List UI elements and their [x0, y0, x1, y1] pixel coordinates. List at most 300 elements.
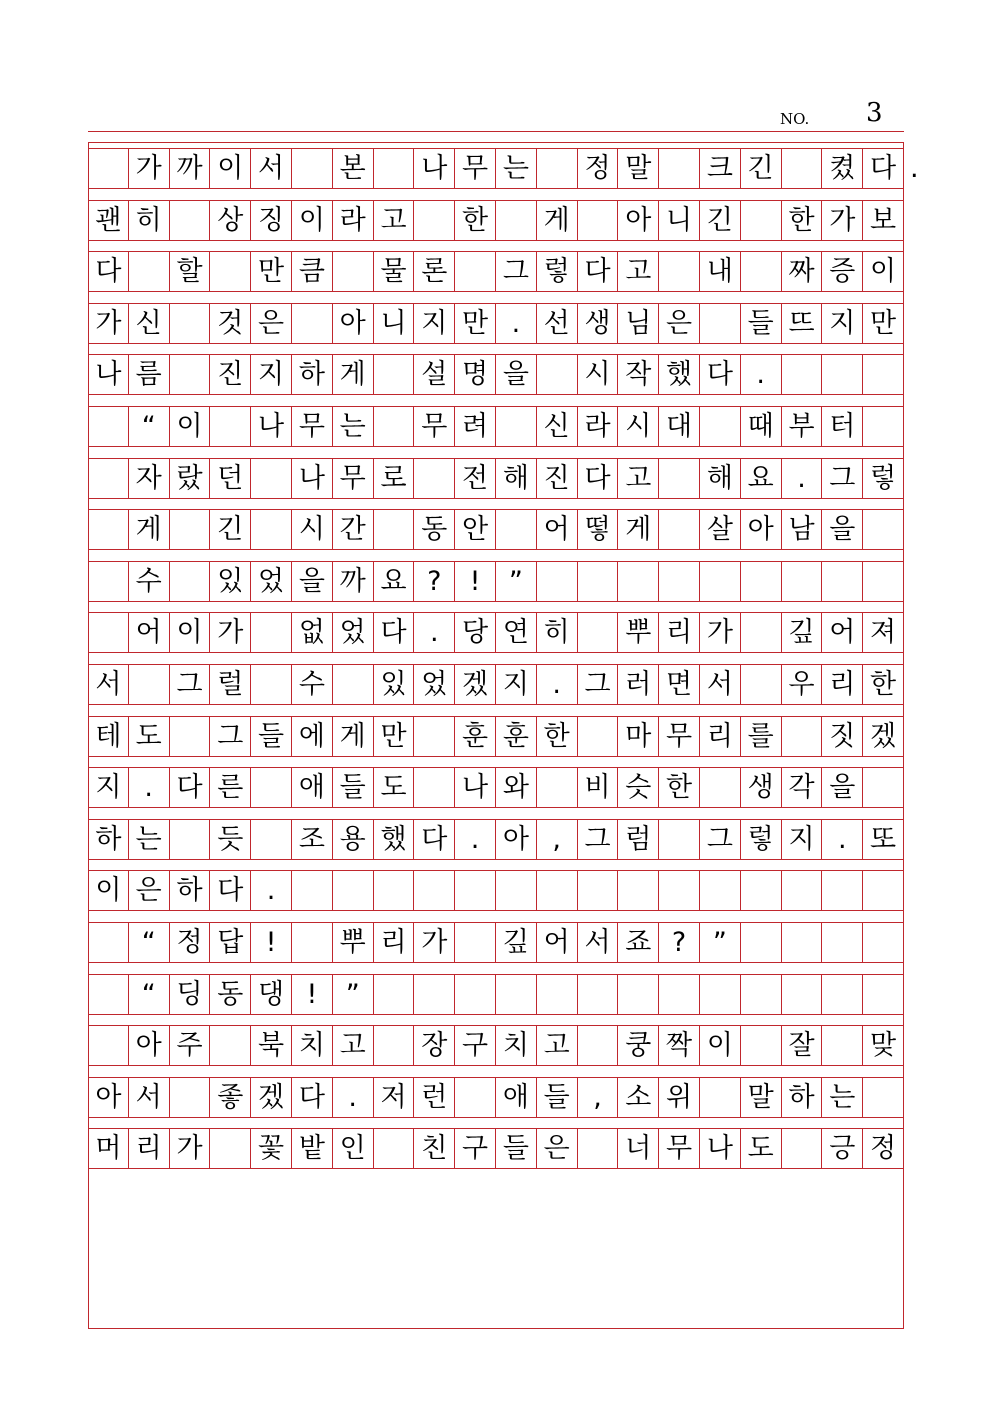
- manuscript-cell: [578, 1128, 619, 1168]
- manuscript-cell: [618, 870, 659, 910]
- row-bottom-line: [88, 1168, 904, 1169]
- manuscript-cell: 니: [374, 303, 415, 343]
- manuscript-cell: [822, 870, 863, 910]
- manuscript-cell: 자: [129, 458, 170, 498]
- manuscript-cell: 님: [618, 303, 659, 343]
- manuscript-cell: 연: [496, 612, 537, 652]
- manuscript-cell: .: [251, 870, 292, 910]
- manuscript-row: [88, 200, 904, 240]
- manuscript-cell: 그: [170, 664, 211, 704]
- manuscript-cell: 인: [333, 1128, 374, 1168]
- manuscript-cell: 아: [618, 200, 659, 240]
- manuscript-cell: 게: [333, 354, 374, 394]
- manuscript-cell: 을: [822, 767, 863, 807]
- manuscript-cell: 그: [700, 819, 741, 859]
- manuscript-cell: ”: [333, 974, 374, 1014]
- manuscript-row: [88, 870, 904, 910]
- manuscript-cell: 나: [292, 458, 333, 498]
- manuscript-cell: 서: [88, 664, 129, 704]
- manuscript-cell: 뜨: [782, 303, 823, 343]
- manuscript-cell: [88, 974, 129, 1014]
- manuscript-cell: [782, 148, 823, 188]
- manuscript-cell: 이: [170, 406, 211, 446]
- manuscript-cell: 던: [210, 458, 251, 498]
- manuscript-row: [88, 1128, 904, 1168]
- manuscript-cell: [863, 767, 904, 807]
- manuscript-cell: 치: [496, 1025, 537, 1065]
- manuscript-cell: 한: [782, 200, 823, 240]
- manuscript-cell: 당: [455, 612, 496, 652]
- manuscript-cell: [374, 354, 415, 394]
- manuscript-cell: 라: [578, 406, 619, 446]
- manuscript-cell: 시: [618, 406, 659, 446]
- manuscript-cell: [659, 509, 700, 549]
- manuscript-cell: 져: [863, 612, 904, 652]
- manuscript-cell: [374, 148, 415, 188]
- manuscript-cell: 증: [822, 251, 863, 291]
- manuscript-cell: 히: [129, 200, 170, 240]
- manuscript-cell: [170, 354, 211, 394]
- manuscript-cell: [863, 1077, 904, 1117]
- manuscript-cell: [414, 716, 455, 756]
- manuscript-cell: 었: [333, 612, 374, 652]
- manuscript-cell: 겠: [863, 716, 904, 756]
- manuscript-cell: 선: [537, 303, 578, 343]
- manuscript-cell: 랐: [170, 458, 211, 498]
- manuscript-cell: 조: [292, 819, 333, 859]
- manuscript-row: [88, 716, 904, 756]
- manuscript-cell: [333, 664, 374, 704]
- manuscript-cell: 장: [414, 1025, 455, 1065]
- manuscript-cell: 긴: [741, 148, 782, 188]
- manuscript-cell: 댕: [251, 974, 292, 1014]
- manuscript-cell: 이: [700, 1025, 741, 1065]
- manuscript-cell: 가: [170, 1128, 211, 1168]
- manuscript-cell: 동: [414, 509, 455, 549]
- manuscript-cell: [659, 974, 700, 1014]
- manuscript-cell: [863, 406, 904, 446]
- manuscript-cell: [659, 458, 700, 498]
- manuscript-cell: [374, 974, 415, 1014]
- manuscript-cell: [414, 767, 455, 807]
- manuscript-cell: 다: [700, 354, 741, 394]
- manuscript-cell: 이: [170, 612, 211, 652]
- manuscript-cell: 때: [741, 406, 782, 446]
- manuscript-cell: 짝: [659, 1025, 700, 1065]
- manuscript-cell: 꽃: [251, 1128, 292, 1168]
- manuscript-cell: 본: [333, 148, 374, 188]
- manuscript-cell: !: [251, 922, 292, 962]
- manuscript-cell: [414, 458, 455, 498]
- manuscript-cell: 만: [863, 303, 904, 343]
- manuscript-cell: 테: [88, 716, 129, 756]
- manuscript-cell: [537, 148, 578, 188]
- manuscript-cell: .: [537, 664, 578, 704]
- row-bottom-line: [88, 962, 904, 963]
- manuscript-cell: 서: [129, 1077, 170, 1117]
- manuscript-cell: 구: [455, 1025, 496, 1065]
- manuscript-cell: [782, 922, 823, 962]
- manuscript-cell: 작: [618, 354, 659, 394]
- manuscript-cell: 도: [741, 1128, 782, 1168]
- manuscript-cell: 했: [659, 354, 700, 394]
- manuscript-cell: .: [455, 819, 496, 859]
- manuscript-cell: ”: [496, 561, 537, 601]
- manuscript-cell: 남: [782, 509, 823, 549]
- manuscript-cell: [292, 922, 333, 962]
- row-bottom-line: [88, 446, 904, 447]
- manuscript-cell: 다: [210, 870, 251, 910]
- row-bottom-line: [88, 859, 904, 860]
- manuscript-cell: [88, 509, 129, 549]
- manuscript-cell: 긴: [210, 509, 251, 549]
- manuscript-cell: 아: [741, 509, 782, 549]
- manuscript-cell: 그: [496, 251, 537, 291]
- manuscript-cell: 었: [251, 561, 292, 601]
- manuscript-cell: 슷: [618, 767, 659, 807]
- manuscript-cell: .: [741, 354, 782, 394]
- manuscript-cell: 지: [88, 767, 129, 807]
- manuscript-cell: 하: [782, 1077, 823, 1117]
- manuscript-cell: [455, 251, 496, 291]
- manuscript-cell: 아: [129, 1025, 170, 1065]
- manuscript-cell: [251, 664, 292, 704]
- manuscript-cell: [578, 561, 619, 601]
- manuscript-cell: 고: [374, 200, 415, 240]
- manuscript-cell: 다: [863, 148, 904, 188]
- manuscript-cell: 떻: [578, 509, 619, 549]
- manuscript-row: [88, 406, 904, 446]
- manuscript-cell: 긴: [700, 200, 741, 240]
- manuscript-cell: 로: [374, 458, 415, 498]
- manuscript-row: [88, 509, 904, 549]
- manuscript-cell: 니: [659, 200, 700, 240]
- manuscript-cell: [537, 767, 578, 807]
- manuscript-cell: 무: [659, 716, 700, 756]
- manuscript-cell: [618, 974, 659, 1014]
- manuscript-cell: 서: [251, 148, 292, 188]
- manuscript-cell: 가: [129, 148, 170, 188]
- manuscript-cell: “: [129, 922, 170, 962]
- row-bottom-line: [88, 1065, 904, 1066]
- row-bottom-line: [88, 652, 904, 653]
- manuscript-cell: [659, 148, 700, 188]
- manuscript-cell: 이: [88, 870, 129, 910]
- manuscript-cell: [782, 561, 823, 601]
- row-bottom-line: [88, 807, 904, 808]
- manuscript-cell: [741, 561, 782, 601]
- manuscript-cell: 어: [822, 612, 863, 652]
- manuscript-cell: 정: [578, 148, 619, 188]
- manuscript-cell: 럼: [618, 819, 659, 859]
- manuscript-cell: 면: [659, 664, 700, 704]
- manuscript-cell: 위: [659, 1077, 700, 1117]
- row-bottom-line: [88, 240, 904, 241]
- manuscript-cell: [88, 612, 129, 652]
- manuscript-cell: 지: [251, 354, 292, 394]
- manuscript-cell: 이: [210, 148, 251, 188]
- manuscript-cell: [170, 561, 211, 601]
- manuscript-cell: 나: [88, 354, 129, 394]
- header-rule: [88, 131, 904, 132]
- manuscript-cell: 다: [578, 251, 619, 291]
- manuscript-cell: [170, 200, 211, 240]
- manuscript-cell: 정: [170, 922, 211, 962]
- manuscript-cell: 친: [414, 1128, 455, 1168]
- manuscript-cell: [578, 716, 619, 756]
- manuscript-cell: 부: [782, 406, 823, 446]
- manuscript-cell: [537, 974, 578, 1014]
- manuscript-cell: 것: [210, 303, 251, 343]
- row-bottom-line: [88, 549, 904, 550]
- manuscript-cell: 다: [414, 819, 455, 859]
- manuscript-cell: 나: [251, 406, 292, 446]
- manuscript-cell: 애: [292, 767, 333, 807]
- manuscript-cell: [700, 406, 741, 446]
- manuscript-cell: 한: [659, 767, 700, 807]
- manuscript-cell: [374, 406, 415, 446]
- manuscript-cell: “: [129, 974, 170, 1014]
- manuscript-row: [88, 354, 904, 394]
- manuscript-row: [88, 767, 904, 807]
- manuscript-cell: [822, 922, 863, 962]
- manuscript-cell: [88, 1025, 129, 1065]
- manuscript-cell: [741, 1025, 782, 1065]
- manuscript-cell: [659, 870, 700, 910]
- manuscript-cell: [659, 819, 700, 859]
- manuscript-cell: .: [496, 303, 537, 343]
- manuscript-cell: 치: [292, 1025, 333, 1065]
- manuscript-cell: 애: [496, 1077, 537, 1117]
- manuscript-cell: 답: [210, 922, 251, 962]
- manuscript-cell: ?: [414, 561, 455, 601]
- manuscript-cell: 렇: [741, 819, 782, 859]
- manuscript-cell: 까: [333, 561, 374, 601]
- manuscript-cell: 름: [129, 354, 170, 394]
- manuscript-cell: [374, 870, 415, 910]
- manuscript-cell: 했: [374, 819, 415, 859]
- manuscript-cell: ”: [700, 922, 741, 962]
- manuscript-cell: 깊: [782, 612, 823, 652]
- manuscript-cell: 라: [333, 200, 374, 240]
- manuscript-cell: 런: [414, 1077, 455, 1117]
- manuscript-cell: 시: [292, 509, 333, 549]
- manuscript-cell: 수: [129, 561, 170, 601]
- manuscript-cell: 지: [496, 664, 537, 704]
- manuscript-cell: [863, 922, 904, 962]
- manuscript-cell: 리: [700, 716, 741, 756]
- manuscript-cell: 긍: [822, 1128, 863, 1168]
- manuscript-cell: [782, 870, 823, 910]
- manuscript-cell: 만: [374, 716, 415, 756]
- manuscript-row: [88, 819, 904, 859]
- manuscript-cell: [782, 974, 823, 1014]
- manuscript-cell: 에: [292, 716, 333, 756]
- manuscript-cell: 하: [88, 819, 129, 859]
- manuscript-cell: 한: [863, 664, 904, 704]
- manuscript-cell: [333, 870, 374, 910]
- manuscript-cell: 리: [129, 1128, 170, 1168]
- manuscript-cell: [782, 354, 823, 394]
- manuscript-cell: 려: [455, 406, 496, 446]
- manuscript-cell: 고: [618, 251, 659, 291]
- manuscript-cell: 럴: [210, 664, 251, 704]
- row-bottom-line: [88, 704, 904, 705]
- manuscript-cell: 게: [129, 509, 170, 549]
- manuscript-cell: [496, 870, 537, 910]
- manuscript-cell: 는: [822, 1077, 863, 1117]
- manuscript-cell: [578, 1025, 619, 1065]
- manuscript-cell: [170, 1077, 211, 1117]
- manuscript-cell: 맞: [863, 1025, 904, 1065]
- manuscript-cell: 를: [741, 716, 782, 756]
- manuscript-cell: 은: [659, 303, 700, 343]
- manuscript-cell: 하: [292, 354, 333, 394]
- manuscript-cell: [700, 303, 741, 343]
- manuscript-cell: [741, 664, 782, 704]
- manuscript-cell: 른: [210, 767, 251, 807]
- manuscript-cell: 겠: [455, 664, 496, 704]
- manuscript-cell: [374, 1128, 415, 1168]
- manuscript-cell: [374, 1025, 415, 1065]
- manuscript-cell: [578, 200, 619, 240]
- page-number-label: NO.: [780, 110, 810, 128]
- manuscript-cell: [170, 509, 211, 549]
- manuscript-cell: [129, 251, 170, 291]
- manuscript-cell: 리: [374, 922, 415, 962]
- manuscript-row: [88, 922, 904, 962]
- manuscript-cell: 어: [537, 922, 578, 962]
- manuscript-cell: [251, 458, 292, 498]
- manuscript-cell: 히: [537, 612, 578, 652]
- manuscript-cell: [170, 716, 211, 756]
- manuscript-cell: 명: [455, 354, 496, 394]
- manuscript-cell: 이: [863, 251, 904, 291]
- manuscript-cell: [659, 251, 700, 291]
- manuscript-cell: 있: [374, 664, 415, 704]
- manuscript-row: [88, 974, 904, 1014]
- manuscript-cell: 또: [863, 819, 904, 859]
- manuscript-cell: [822, 561, 863, 601]
- manuscript-cell: [496, 200, 537, 240]
- manuscript-cell: 징: [251, 200, 292, 240]
- manuscript-cell: 전: [455, 458, 496, 498]
- manuscript-cell: 이: [292, 200, 333, 240]
- manuscript-cell: 다: [88, 251, 129, 291]
- manuscript-cell: 만: [251, 251, 292, 291]
- manuscript-cell: 주: [170, 1025, 211, 1065]
- manuscript-cell: 생: [578, 303, 619, 343]
- manuscript-cell: 내: [700, 251, 741, 291]
- manuscript-cell: [251, 612, 292, 652]
- manuscript-cell: 신: [537, 406, 578, 446]
- manuscript-cell: [414, 870, 455, 910]
- manuscript-cell: 는: [129, 819, 170, 859]
- manuscript-cell: !: [292, 974, 333, 1014]
- manuscript-cell: 그: [822, 458, 863, 498]
- manuscript-cell: ,: [578, 1077, 619, 1117]
- manuscript-cell: [251, 767, 292, 807]
- manuscript-cell: 살: [700, 509, 741, 549]
- row-bottom-line: [88, 498, 904, 499]
- overflow-period: .: [910, 153, 919, 184]
- manuscript-cell: [88, 148, 129, 188]
- manuscript-cell: [455, 870, 496, 910]
- manuscript-cell: [741, 870, 782, 910]
- manuscript-cell: 지: [822, 303, 863, 343]
- manuscript-cell: [700, 1077, 741, 1117]
- manuscript-cell: 진: [210, 354, 251, 394]
- manuscript-cell: 서: [700, 664, 741, 704]
- row-bottom-line: [88, 291, 904, 292]
- manuscript-cell: 신: [129, 303, 170, 343]
- manuscript-cell: .: [822, 819, 863, 859]
- manuscript-cell: 어: [537, 509, 578, 549]
- manuscript-cell: 는: [496, 148, 537, 188]
- row-bottom-line: [88, 188, 904, 189]
- manuscript-cell: [700, 870, 741, 910]
- manuscript-cell: 죠: [618, 922, 659, 962]
- manuscript-cell: 너: [618, 1128, 659, 1168]
- manuscript-cell: 크: [700, 148, 741, 188]
- manuscript-cell: 지: [414, 303, 455, 343]
- manuscript-cell: 북: [251, 1025, 292, 1065]
- manuscript-cell: 저: [374, 1077, 415, 1117]
- manuscript-cell: [374, 509, 415, 549]
- manuscript-cell: [741, 922, 782, 962]
- manuscript-cell: [741, 612, 782, 652]
- manuscript-row: [88, 561, 904, 601]
- manuscript-cell: 다: [292, 1077, 333, 1117]
- manuscript-cell: 은: [537, 1128, 578, 1168]
- manuscript-cell: 뿌: [333, 922, 374, 962]
- manuscript-cell: 가: [414, 922, 455, 962]
- manuscript-cell: 설: [414, 354, 455, 394]
- manuscript-cell: [210, 406, 251, 446]
- manuscript-cell: 요: [741, 458, 782, 498]
- manuscript-cell: 하: [170, 870, 211, 910]
- manuscript-cell: [741, 251, 782, 291]
- manuscript-cell: [700, 561, 741, 601]
- manuscript-cell: 마: [618, 716, 659, 756]
- manuscript-cell: [863, 509, 904, 549]
- manuscript-cell: 렇: [863, 458, 904, 498]
- manuscript-cell: [292, 870, 333, 910]
- manuscript-cell: 안: [455, 509, 496, 549]
- manuscript-cell: 짓: [822, 716, 863, 756]
- manuscript-cell: [537, 354, 578, 394]
- manuscript-cell: 서: [578, 922, 619, 962]
- manuscript-cell: [292, 303, 333, 343]
- manuscript-cell: 와: [496, 767, 537, 807]
- manuscript-cell: 깊: [496, 922, 537, 962]
- manuscript-cell: 들: [741, 303, 782, 343]
- manuscript-cell: 해: [700, 458, 741, 498]
- manuscript-cell: 게: [618, 509, 659, 549]
- row-bottom-line: [88, 601, 904, 602]
- manuscript-cell: [578, 870, 619, 910]
- manuscript-cell: 렇: [537, 251, 578, 291]
- manuscript-cell: [782, 716, 823, 756]
- manuscript-cell: 없: [292, 612, 333, 652]
- manuscript-row: [88, 1077, 904, 1117]
- manuscript-cell: 가: [700, 612, 741, 652]
- manuscript-cell: 큼: [292, 251, 333, 291]
- manuscript-cell: 그: [578, 664, 619, 704]
- manuscript-cell: [251, 509, 292, 549]
- manuscript-cell: 대: [659, 406, 700, 446]
- manuscript-cell: 말: [618, 148, 659, 188]
